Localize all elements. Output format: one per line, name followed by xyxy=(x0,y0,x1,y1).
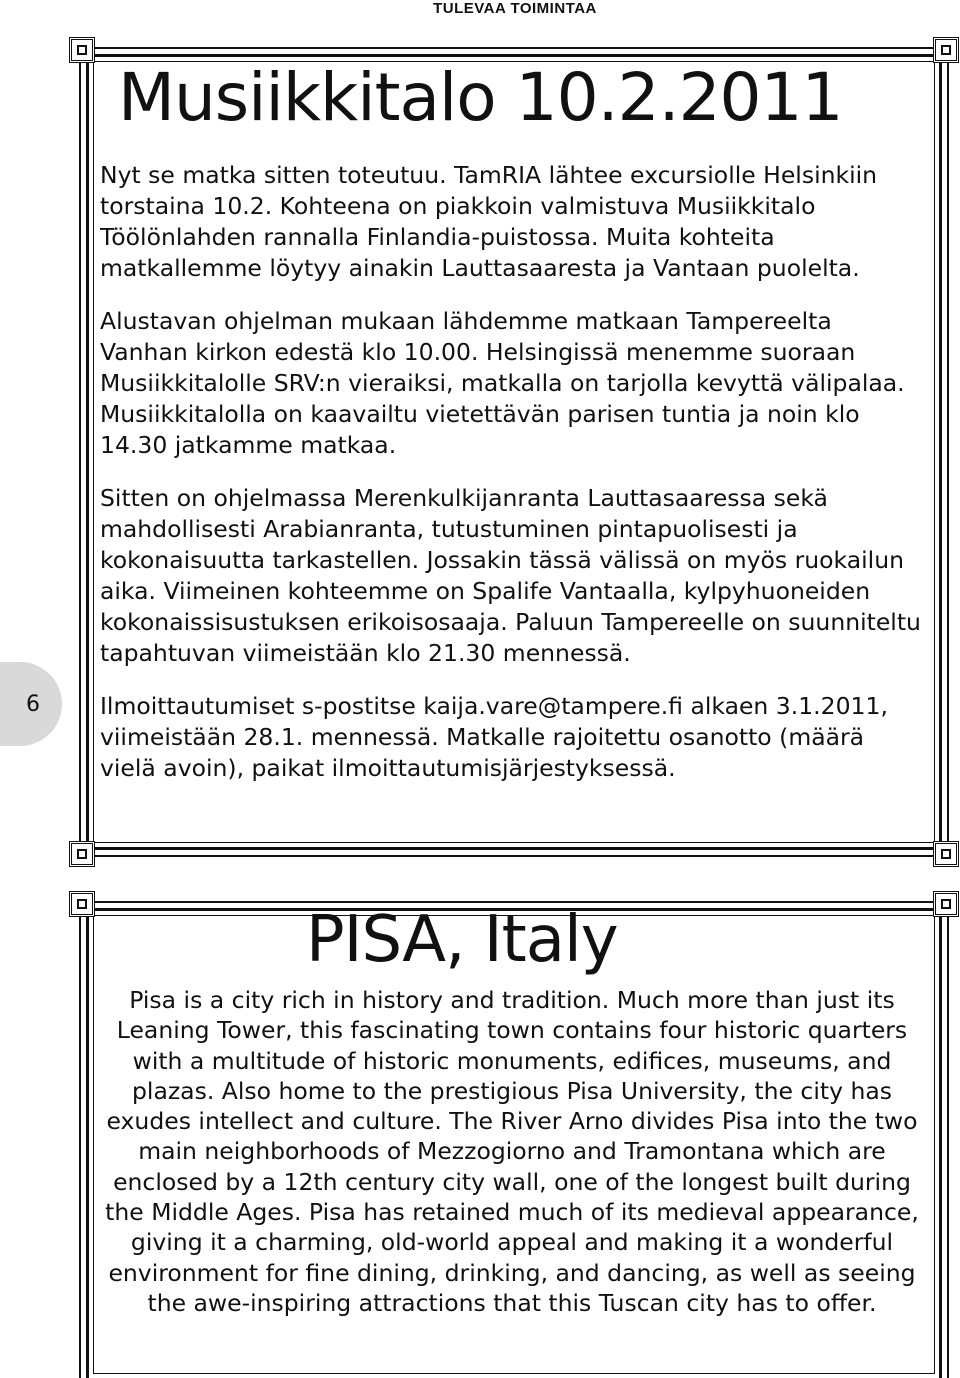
frame-corner-ornament xyxy=(933,841,959,867)
frame-corner-ornament xyxy=(69,37,95,63)
frame-corner-ornament xyxy=(69,891,95,917)
frame-corner-ornament xyxy=(69,841,95,867)
pisa-body: Pisa is a city rich in history and tradition. Much more than just its Leaning Tower, this fascinating town contains four historic quarters with a multitude of historic monuments, edifices, museums, and plazas. Also home to the prestigious Pisa University, the city has exudes intellect and culture. The River Arno divides Pisa into the two main neighborhoods of Mezzogiorno and Tramontana which are enclosed by a 12th century city wall, one of the longest built during the Middle Ages. Pisa has retained much of its medieval appearance, giving it a charming, old-world appeal and making it a wonderful environment for fine dining, drinking, and dancing, as well as seeing the awe-inspiring attractions that this Tuscan city has to offer. xyxy=(105,986,919,1317)
musiikkitalo-paragraph-3: Sitten on ohjelmassa Merenkulkijanranta Lauttasaaressa sekä mahdollisesti Arabianranta, tutustuminen pintapuolisesti ja kokonaisuutta tarkastellen. Jossakin tässä välissä on myös ruokailun aika. Viimeinen kohteemme on Spalife Vantaalla, kylpyhuoneiden kokonaissisustuksen erikoisosaaja. Paluun Tampereelle on suunniteltu tapahtuvan viimeistään klo 21.30 mennessä. xyxy=(100,484,921,667)
page-number-badge: 6 xyxy=(0,662,62,746)
frame-corner-ornament xyxy=(933,37,959,63)
musiikkitalo-paragraph-2: Alustavan ohjelman mukaan lähdemme matkaan Tampereelta Vanhan kirkon edestä klo 10.00. Helsingissä menemme suoraan Musiikkitalolle SRV:n vieraiksi, matkalla on tarjolla kevyttä välipalaa. Musiikkitalolla on kaavailtu vietettävän parisen tuntia ja noin klo 14.30 jatkamme matkaa. xyxy=(100,307,905,459)
musiikkitalo-body xyxy=(100,160,926,806)
musiikkitalo-paragraph-1: Nyt se matka sitten toteutuu. TamRIA lähtee excursiolle Helsinkiin torstaina 10.2. Kohteena on piakkoin valmistuva Musiikkitalo Töölönlahden rannalla Finlandia-puistossa. Muita kohteita matkallemme löytyy ainakin Lauttasaaresta ja Vantaan puolelta. xyxy=(100,161,878,282)
pisa-title: PISA, Italy xyxy=(306,903,618,977)
musiikkitalo-title: Musiikkitalo 10.2.2011 xyxy=(118,59,843,136)
section-header: TULEVAA TOIMINTAA xyxy=(433,0,597,17)
frame-corner-ornament xyxy=(933,891,959,917)
musiikkitalo-paragraph-4: Ilmoittautumiset s-postitse kaija.vare@tampere.fi alkaen 3.1.2011, viimeistään 28.1. mennessä. Matkalle rajoitettu osanotto (määrä vielä avoin), paikat ilmoittautumisjärjestyksessä. xyxy=(100,692,888,782)
